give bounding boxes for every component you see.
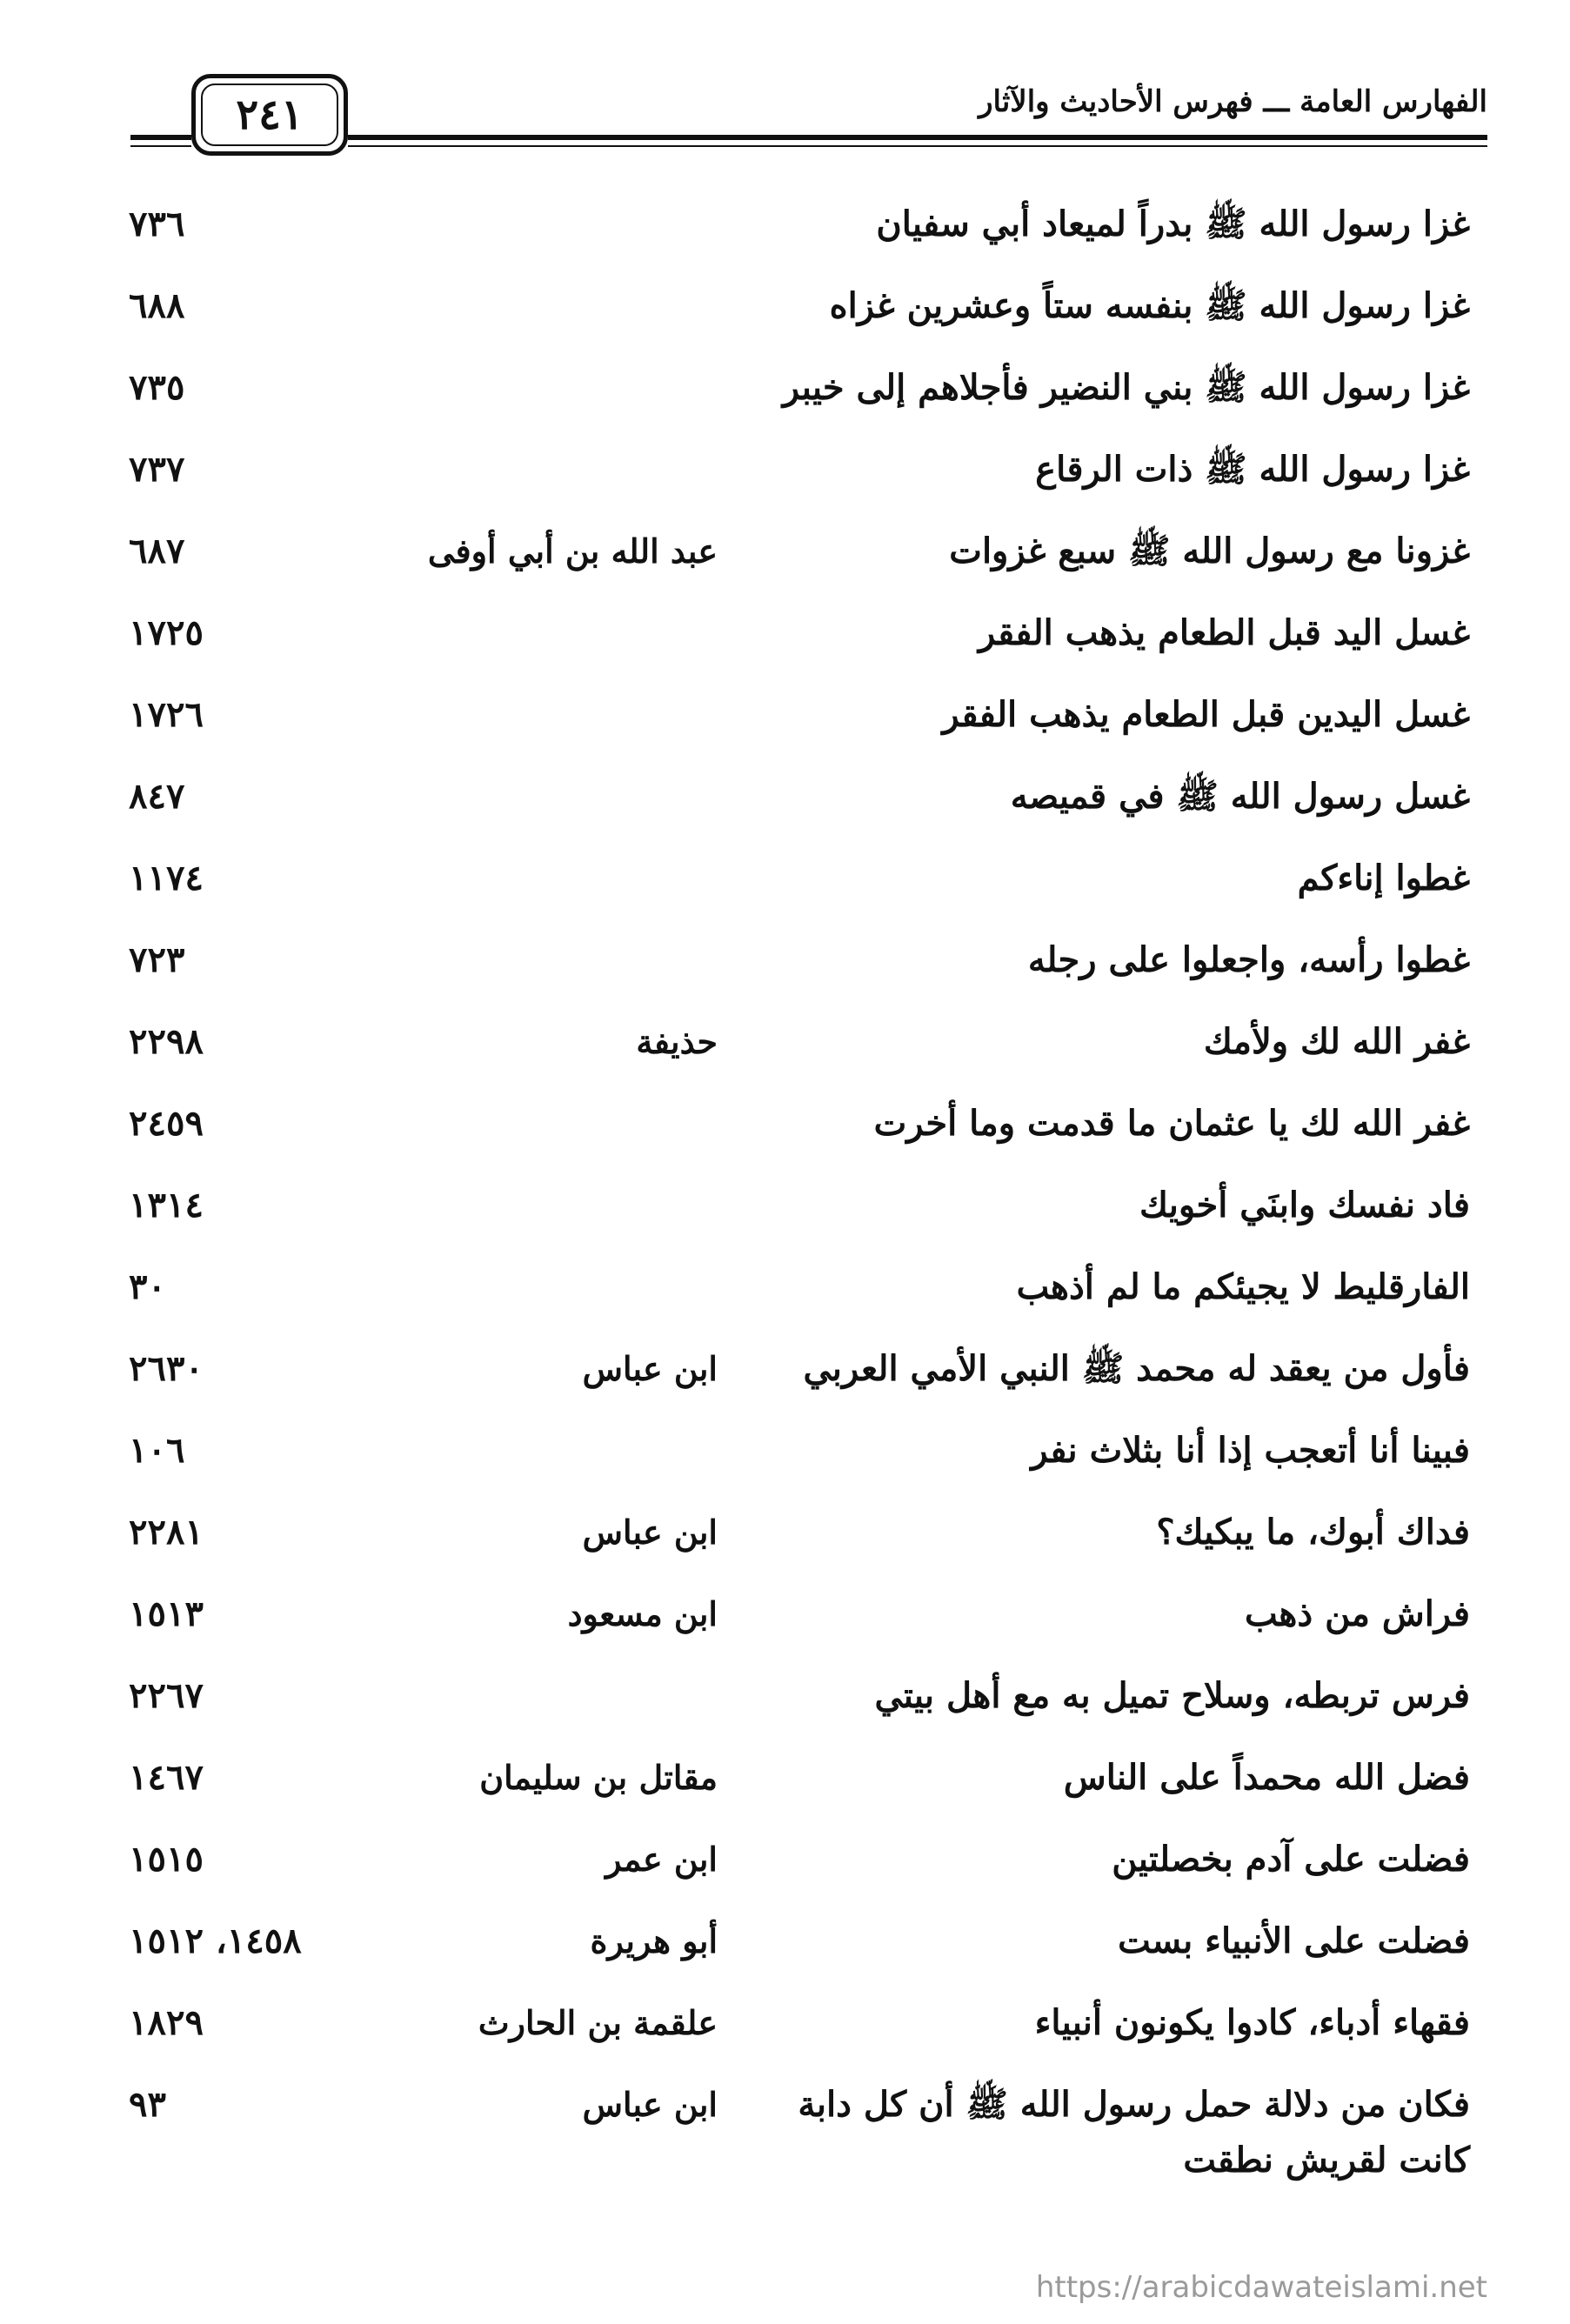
index-entry — [0, 1014, 1570, 1096]
index-entry — [0, 1178, 1570, 1259]
index-entry — [0, 1668, 1570, 1750]
index-entry — [0, 1586, 1570, 1668]
narrator: ابن عباس — [582, 1349, 718, 1388]
reference-number: ٢٢٦٧ — [129, 1675, 204, 1716]
index-entry — [0, 1750, 1570, 1832]
index-entry — [0, 851, 1570, 932]
narrator: ابن عباس — [582, 1513, 718, 1552]
index-entry — [0, 769, 1570, 851]
index-entry — [0, 1832, 1570, 1913]
hadith-text: غفر الله لك ولأمك — [1203, 1021, 1470, 1062]
index-entry — [0, 1259, 1570, 1341]
narrator: عبد الله بن أبي أوفى — [427, 531, 718, 571]
hadith-text: فضلت على آدم بخصلتين — [1112, 1839, 1470, 1880]
narrator: ابن مسعود — [567, 1594, 718, 1633]
reference-number: ١٨٢٩ — [129, 2002, 204, 2043]
hadith-text: فداك أبوك، ما يبكيك؟ — [1156, 1512, 1470, 1553]
header-rule-thin — [348, 145, 1487, 147]
hadith-text: غفر الله لك يا عثمان ما قدمت وما أخرت — [873, 1103, 1470, 1144]
hadith-text: غزونا مع رسول الله ﷺ سبع غزوات — [949, 531, 1470, 571]
index-entry — [0, 2077, 1570, 2214]
reference-number: ٣٠ — [129, 1266, 166, 1307]
reference-number: ٢٦٣٠ — [129, 1348, 204, 1389]
hadith-text: فضلت على الأنبياء بست — [1118, 1920, 1470, 1961]
reference-number: ٧٣٧ — [129, 449, 185, 490]
index-entry — [0, 1913, 1570, 1995]
index-entries — [0, 197, 1570, 2214]
hadith-text: غسل رسول الله ﷺ في قميصه — [1010, 776, 1470, 817]
reference-number: ٢٢٩٨ — [129, 1021, 204, 1062]
narrator: ابن عمر — [605, 1840, 718, 1879]
index-entry — [0, 360, 1570, 442]
header-rule-left — [130, 135, 191, 140]
index-entry — [0, 605, 1570, 687]
hadith-text: غسل اليد قبل الطعام يذهب الفقر — [978, 612, 1470, 653]
page-header — [130, 74, 1487, 161]
reference-number: ٢٢٨١ — [129, 1512, 204, 1553]
reference-number: ٧٣٥ — [129, 367, 185, 408]
header-rule — [348, 135, 1487, 140]
narrator: ابن عباس — [582, 2085, 718, 2124]
hadith-text: الفارقليط لا يجيئكم ما لم أذهب — [1016, 1266, 1470, 1307]
narrator: علقمة بن الحارث — [478, 2003, 718, 2042]
hadith-text: فبينا أنا أتعجب إذا أنا بثلاث نفر — [1031, 1430, 1470, 1471]
reference-number: ١١٧٤ — [129, 858, 204, 898]
narrator: مقاتل بن سليمان — [479, 1758, 718, 1797]
narrator: أبو هريرة — [590, 1921, 718, 1960]
index-entry — [0, 197, 1570, 278]
reference-number: ١٤٦٧ — [129, 1757, 204, 1798]
page-number-box — [191, 74, 348, 156]
hadith-text: غزا رسول الله ﷺ بدراً لميعاد أبي سفيان — [876, 204, 1470, 244]
hadith-text: فكان من دلالة حمل رسول الله ﷺ أن كل دابة كانت لقريش نطقت — [798, 2084, 1470, 2180]
reference-number: ٧٣٦ — [129, 204, 185, 244]
index-entry — [0, 932, 1570, 1014]
reference-number: ١٥١٣ — [129, 1593, 204, 1634]
hadith-text: غزا رسول الله ﷺ بني النضير فأجلاهم إلى خيبر — [782, 367, 1470, 408]
reference-number: ١٥١٥ — [129, 1839, 204, 1880]
hadith-text: غطوا إناءكم — [1297, 858, 1470, 898]
reference-number: ٢٤٥٩ — [129, 1103, 204, 1144]
page-number: ٢٤١ — [236, 90, 304, 139]
reference-number: ٧٢٣ — [129, 939, 185, 980]
hadith-text: فاد نفسك وابنَي أخويك — [1139, 1185, 1470, 1225]
hadith-text: فضل الله محمداً على الناس — [1063, 1757, 1470, 1798]
reference-number: ٦٨٧ — [129, 531, 185, 571]
reference-number: ١٧٢٥ — [129, 612, 204, 653]
hadith-text: فرس تربطه، وسلاح تميل به مع أهل بيتي — [874, 1675, 1470, 1716]
index-entry — [0, 524, 1570, 605]
reference-number: ١٠٦ — [129, 1430, 185, 1471]
reference-number: ٩٣ — [129, 2084, 166, 2125]
hadith-text: فراش من ذهب — [1244, 1593, 1470, 1634]
reference-number: ١٧٢٦ — [129, 694, 204, 735]
reference-number: ٦٨٨ — [129, 285, 185, 326]
hadith-text: غسل اليدين قبل الطعام يذهب الفقر — [942, 694, 1470, 735]
reference-number: ٨٤٧ — [129, 776, 185, 817]
hadith-text: غزا رسول الله ﷺ ذات الرقاع — [1035, 449, 1470, 490]
index-entry — [0, 1341, 1570, 1423]
index-entry — [0, 278, 1570, 360]
index-entry — [0, 1505, 1570, 1586]
hadith-text: فأول من يعقد له محمد ﷺ النبي الأمي العربي — [803, 1348, 1470, 1389]
watermark: https://arabicdawateislami.net — [1035, 2270, 1487, 2305]
reference-number: ١٣١٤ — [129, 1185, 204, 1225]
hadith-text: غطوا رأسه، واجعلوا على رجله — [1027, 939, 1470, 980]
reference-number: ١٤٥٨، ١٥١٢ — [129, 1920, 302, 1961]
hadith-text: فقهاء أدباء، كادوا يكونون أنبياء — [1034, 2002, 1470, 2043]
narrator: حذيفة — [636, 1022, 718, 1061]
index-entry — [0, 1096, 1570, 1178]
hadith-text: غزا رسول الله ﷺ بنفسه ستاً وعشرين غزاه — [829, 285, 1470, 326]
index-entry — [0, 1995, 1570, 2077]
index-entry — [0, 687, 1570, 769]
index-entry — [0, 1423, 1570, 1505]
index-entry — [0, 442, 1570, 524]
header-rule-left-thin — [130, 145, 191, 147]
header-title: الفهارس العامة ـــ فهرس الأحاديث والآثار — [979, 84, 1487, 119]
